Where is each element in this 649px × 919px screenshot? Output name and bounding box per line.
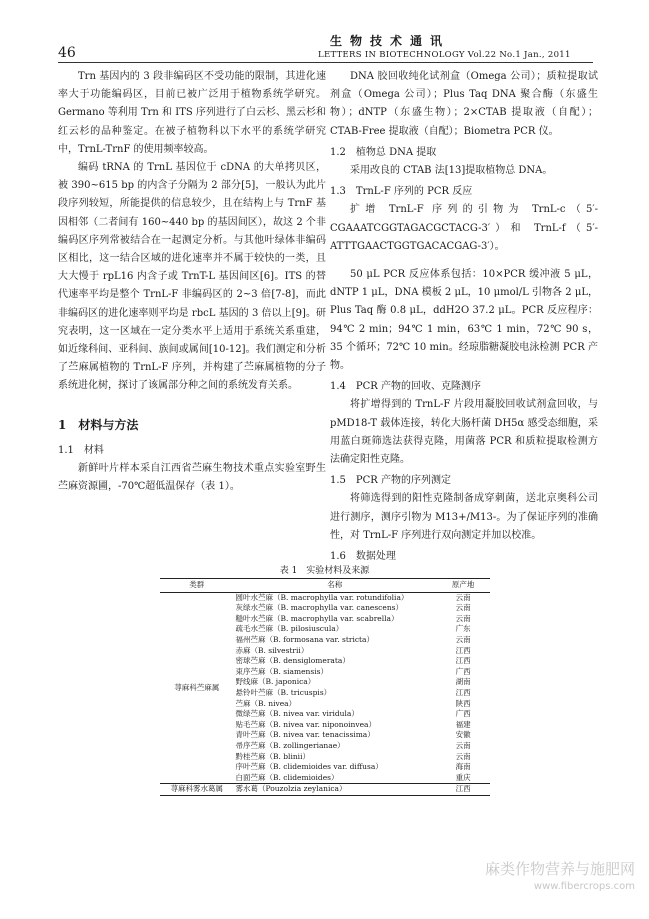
intro-paragraph-1: Trn 基因内的 3 段非编码区不受功能的限制，其进化速率大于功能编码区，目前已被广泛用于植物系统学研究。Germano 等利用 Trn 和 ITS 序列进行了白云杉、黑云杉和红云杉的品种鉴定。在被子植物科以下水平的系统学研究中，TrnL-TrnF 的使用频率较高。 [58, 71, 326, 155]
table-body [160, 592, 490, 795]
table-cell-name: 野线麻（B. japonica） [235, 677, 316, 687]
table-cell-name: 赤麻（B. silvestrii） [235, 645, 309, 655]
table-cell-origin: 云南 [455, 740, 471, 750]
table-header-origin: 原产地 [436, 579, 490, 593]
table-cell-origin: 湖南 [455, 677, 471, 687]
watermark-url: www.fibercrops.com [533, 881, 635, 892]
table-cell-origin: 陕西 [455, 698, 471, 708]
table-header-row [160, 579, 490, 593]
subsection-heading-pcr: 1.3 TrnL-F 序列的 PCR 反应 [330, 186, 473, 198]
table-cell-name: 疏毛水苎麻（B. pilosiuscula） [235, 624, 344, 634]
reagents-paragraph: DNA 胶回收纯化试剂盒（Omega 公司）；质粒提取试剂盒（Omega 公司）；Plus Taq DNA 聚合酶（东盛生物）；dNTP（东盛生物）；2×CTAB 提取液（自配）；CTAB-Free 提取液（自配）；Biometra PCR 仪。 [330, 71, 598, 137]
table-cell-origin: 广东 [455, 624, 471, 634]
table-cell-origin: 江西 [455, 687, 471, 697]
table-cell-origin: 云南 [455, 634, 471, 644]
table-row [160, 592, 490, 603]
table-cell-group: 荨麻科苎麻属 [174, 682, 220, 692]
table-cell-origin: 海南 [455, 762, 471, 772]
table-cell-origin: 广西 [455, 709, 471, 719]
page-number: 46 [58, 45, 76, 61]
table-cell-name: 雾水葛（Pouzolzia zeylanica） [233, 784, 436, 796]
left-column [58, 68, 326, 496]
table-cell-name: 贴毛苎麻（B. nivea var. niponoinvea） [235, 719, 377, 729]
table-row [160, 784, 490, 796]
table-cell-name: 白面苎麻（B. clidemioides） [235, 772, 339, 782]
table-cell-origin: 安徽 [455, 730, 471, 740]
cloning-paragraph: 将扩增得到的 TrnL-F 片段用凝胶回收试剂盒回收，与 pMD18-T 载体连接，转化大肠杆菌 DH5α 感受态细胞，采用蓝白斑筛选法获得克隆，用菌落 PCR 和质粒提取检测方法确定阳性克隆。 [330, 399, 598, 466]
section-heading-methods: 1 材料与方法 [58, 417, 139, 432]
primer-paragraph: 扩增 TrnL-F 序列的引物为 TrnL-c（5′-CGAAATCGGTAGACGCTACG-3′）和 TrnL-f（5′-ATTTGAACTGGTGACACGAG-3′）。 [330, 204, 598, 252]
table-cell-name: 圆叶水苎麻（B. macrophylla var. rotundifolia） [235, 592, 409, 602]
table-cell-origin: 云南 [455, 613, 471, 623]
subsection-heading-data-processing: 1.6 数据处理 [330, 551, 396, 563]
table-cell-name: 帚序苎麻（B. zollingerianae） [235, 740, 345, 750]
table-cell-origin: 江西 [436, 784, 490, 796]
table-cell-origin: 广西 [455, 666, 471, 676]
table-cell-name: 黔桂苎麻（B. blinii） [235, 751, 310, 761]
table-cell-name: 福州苎麻（B. formosana var. stricta） [235, 634, 375, 644]
table-cell-group: 荨麻科雾水葛属 [160, 784, 233, 796]
table-cell-name: 青叶苎麻（B. nivea var. tenacissima） [235, 730, 375, 740]
table-cell-origin: 江西 [455, 656, 471, 666]
table-cell-origin: 云南 [455, 603, 471, 613]
table-cell-name: 束序苎麻（B. siamensis） [235, 666, 328, 676]
table-cell-name: 苎麻（B. nivea） [235, 698, 297, 708]
table-cell-origin: 云南 [455, 592, 471, 602]
page-header [0, 0, 649, 70]
table-cell-name: 密球苎麻（B. densiglomerata） [235, 656, 350, 666]
watermark-site-name: 麻类作物营养与施肥网 [484, 860, 635, 878]
watermark [485, 858, 635, 892]
sequencing-paragraph: 将筛选得到的阳性克隆制备成穿刺菌，送北京奥科公司进行测序，测序引物为 M13+/M13-。为了保证序列的准确性，对 TrnL-F 序列进行双向测定并加以校准。 [330, 493, 598, 541]
subsection-heading-cloning: 1.4 PCR 产物的回收、克隆测序 [330, 381, 481, 393]
table-cell-origin: 重庆 [455, 772, 471, 782]
table-caption: 表 1 实验材料及来源 [279, 566, 370, 576]
subsection-heading-dna-extraction: 1.2 植物总 DNA 提取 [330, 146, 437, 158]
intro-paragraph-2: 编码 tRNA 的 TrnL 基因位于 cDNA 的大单拷贝区，被 390~615 bp 的内含子分隔为 2 部分[5]，一般认为此片段序列较短，所能提供的信息较少，且在结构上与 TrnF 基因相邻（二者间有 160~440 bp 的基因间区），故这 2 个非编码区序列常被结合在一起测定分析。与其他叶绿体非编码区相比，这一结合区域的进化速率并不属于较快的一类，且大大慢于 rpL16 内含子或 TrnT-L 基因间区[6]。ITS 的替代速率平均是整个 TrnL-F 非编码区的 2~3 倍[7-8]，而此非编码区的进化速率则平均是 rbcL 基因的 3 倍以上[9]。研究表明，这一区域在一定分类水平上适用于系统关系重建，如近缘科间、亚科间、族间或属间[10-12]。我们测定和分析了苎麻属植物的 TrnL-F 序列，并构建了苎麻属植物的分子系统进化树，探讨了该属部分种之间的系统发育关系。 [58, 162, 326, 392]
table-cell-name: 糙叶水苎麻（B. macrophylla var. scabrella） [235, 613, 399, 623]
table-header-group: 类群 [160, 579, 233, 593]
journal-title-cn: 生物技术通讯 [330, 34, 451, 48]
table-cell-origin: 云南 [455, 751, 471, 761]
subsection-heading-sequencing: 1.5 PCR 产物的序列测定 [330, 475, 451, 487]
dna-extraction-paragraph: 采用改良的 CTAB 法[13]提取植物总 DNA。 [350, 165, 553, 177]
pcr-system-paragraph: 50 μL PCR 反应体系包括：10×PCR 缓冲液 5 μL，dNTP 1 μL，DNA 模板 2 μL，10 μmol/L 引物各 2 μL，Plus Taq 酶 0.8 μL，ddH2O 37.2 μL。PCR 反应程序：94℃ 2 min；94℃ 1 min，63℃ 1 min，72℃ 90 s，35 个循环；72℃ 10 min。经琼脂糖凝胶电泳检测 PCR 产物。 [330, 269, 598, 372]
table-cell-origin: 福建 [455, 719, 471, 729]
header-rule [58, 62, 593, 63]
materials-table [160, 578, 490, 796]
table-cell-name: 悬铃叶苎麻（B. tricuspis） [235, 687, 332, 697]
subsection-heading-materials: 1.1 材料 [58, 444, 104, 456]
journal-title-en: LETTERS IN BIOTECHNOLOGY Vol.22 No.1 Jan., 2011 [318, 50, 571, 60]
table-header-name: 名称 [233, 579, 436, 593]
table-cell-origin: 江西 [455, 645, 471, 655]
table-cell-name: 微绿苎麻（B. nivea var. viridula） [235, 709, 359, 719]
table-cell-name: 序叶苎麻（B. clidemioides var. diffusa） [235, 762, 383, 772]
materials-paragraph: 新鲜叶片样本采自江西省苎麻生物技术重点实验室野生苎麻资源圃，-70℃超低温保存（表 1）。 [58, 463, 326, 493]
table-cell-name: 灰绿水苎麻（B. macrophylla var. canescens） [235, 603, 403, 613]
right-column [330, 68, 598, 566]
